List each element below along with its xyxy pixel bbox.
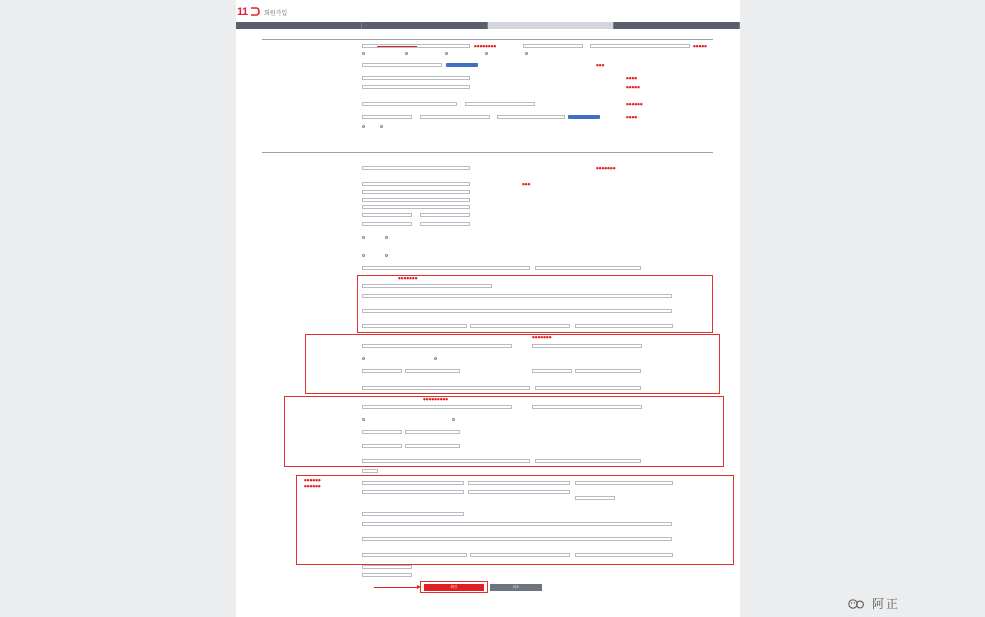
password-confirm-field[interactable] [362,85,470,89]
step-1 [236,22,362,29]
nickname-field[interactable] [362,63,442,67]
step-4 [614,22,740,29]
address-line-1[interactable] [362,294,672,298]
section-divider-2 [262,152,713,153]
watermark-text: 阿正 [872,597,901,611]
agree-radio-yes[interactable] [362,125,365,128]
contact-address-1[interactable] [362,522,672,526]
address-line-2[interactable] [362,309,672,313]
work-start-select[interactable] [362,369,402,373]
submit-arrow [374,587,418,588]
contact-relation-field[interactable] [468,481,570,485]
question-select-2[interactable] [362,573,412,577]
type-radio-2[interactable] [405,52,408,55]
work-start-select-2[interactable] [405,369,460,373]
school-start-select[interactable] [362,430,402,434]
work-address-search[interactable] [535,386,641,390]
address-search-field[interactable] [362,266,530,270]
middle-name-field[interactable] [362,198,470,202]
work-end-select[interactable] [532,369,572,373]
school-address-field[interactable] [362,459,530,463]
contact-city-field[interactable] [362,553,467,557]
work-end-select-2[interactable] [575,369,641,373]
work-radio-2[interactable] [434,357,437,360]
school-field[interactable] [362,405,512,409]
logo [237,6,260,18]
contact-zip-field[interactable] [575,553,673,557]
birthdate-field[interactable] [362,205,470,209]
watermark-logo-icon [848,598,866,610]
contact-address-2[interactable] [362,537,672,541]
work-address-box [305,334,720,394]
company-field[interactable] [362,344,512,348]
contact-phone-field[interactable] [362,490,464,494]
submit-button[interactable]: 확인 [424,584,484,591]
email-select[interactable] [497,115,565,119]
country-select[interactable] [362,284,492,288]
question-select-1[interactable] [362,565,412,569]
phone-field[interactable] [362,102,457,106]
zip-field[interactable] [575,324,673,328]
option-radio-c[interactable] [362,254,365,257]
name-field[interactable] [362,166,470,170]
nationality-select[interactable] [362,213,412,217]
gender-select-2[interactable] [420,222,470,226]
state-field[interactable] [470,324,570,328]
logo-text: 11 [237,6,248,18]
school-end-select[interactable] [362,444,402,448]
email-domain-field[interactable] [420,115,490,119]
user-id-field[interactable] [362,44,470,48]
position-field[interactable] [532,344,642,348]
email-verify-button[interactable] [568,115,600,119]
page-title: 회원가입 [264,10,288,17]
option-radio-b[interactable] [385,236,388,239]
contact-phone-2-field[interactable] [468,490,570,494]
step-3 [488,22,614,29]
school-radio-2[interactable] [452,418,455,421]
contact-name-field[interactable] [362,481,464,485]
watermark [848,595,900,612]
agree-radio-no[interactable] [380,125,383,128]
extra-checkbox[interactable] [362,469,378,473]
nationality-select-2[interactable] [420,213,470,217]
school-address-search[interactable] [535,459,641,463]
contact-box [296,475,734,565]
contact-country-select[interactable] [362,512,464,516]
school-start-select-2[interactable] [405,430,460,434]
phone-number-field[interactable] [465,102,535,106]
last-name-field[interactable] [362,182,470,186]
city-field[interactable] [362,324,467,328]
id-check-field[interactable] [523,44,583,48]
type-radio-4[interactable] [485,52,488,55]
first-name-field[interactable] [362,190,470,194]
gender-select[interactable] [362,222,412,226]
major-field[interactable] [532,405,642,409]
work-address-field[interactable] [362,386,530,390]
step-bar [236,22,740,29]
step-2 [362,22,488,29]
school-radio-1[interactable] [362,418,365,421]
school-end-select-2[interactable] [405,444,460,448]
email-field[interactable] [590,44,690,48]
nickname-check-button[interactable] [446,63,478,67]
section-divider [262,39,713,40]
option-radio-d[interactable] [385,254,388,257]
work-radio-1[interactable] [362,357,365,360]
contact-email-field[interactable] [575,481,673,485]
cancel-button[interactable]: 취소 [490,584,542,591]
email-local-field[interactable] [362,115,412,119]
contact-state-field[interactable] [470,553,570,557]
password-field[interactable] [362,76,470,80]
type-radio-5[interactable] [525,52,528,55]
address-search-button[interactable] [535,266,641,270]
contact-select[interactable] [575,496,615,500]
option-radio-a[interactable] [362,236,365,239]
logo-mark-icon [250,7,260,16]
type-radio-1[interactable] [362,52,365,55]
type-radio-3[interactable] [445,52,448,55]
